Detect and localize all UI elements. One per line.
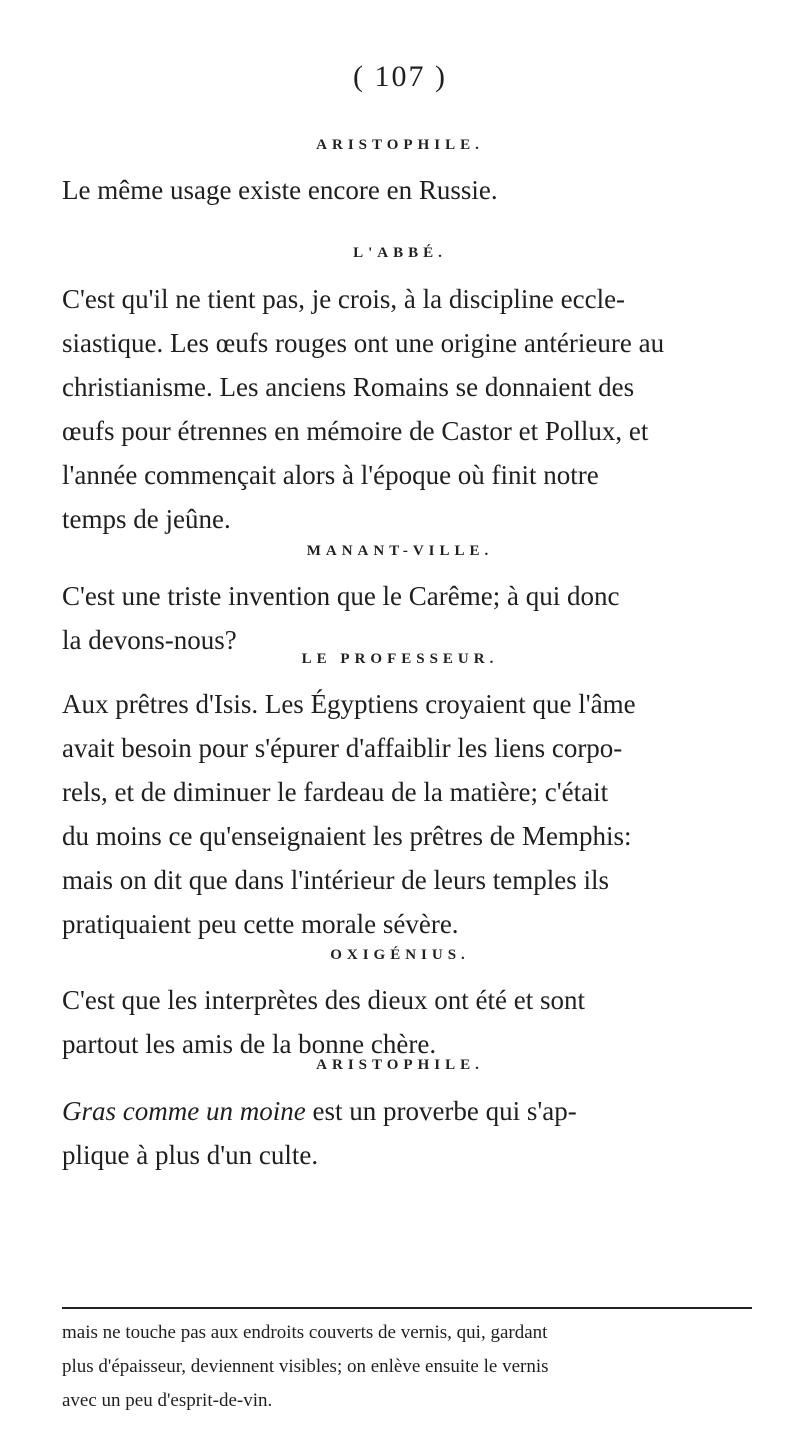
text-line: C'est que les interprètes des dieux ont été et sont — [62, 985, 585, 1015]
text-line: plique à plus d'un culte. — [62, 1140, 319, 1170]
speaker-abbe: L'ABBÉ. — [353, 245, 447, 261]
italic-proverb: Gras comme un moine — [62, 1096, 306, 1126]
dialogue-paragraph — [62, 978, 752, 1066]
footnote — [62, 1316, 752, 1418]
text-line: mais on dit que dans l'intérieur de leurs temples ils — [62, 865, 610, 895]
speaker-aristophile: ARISTOPHILE. — [316, 137, 484, 153]
text-line: rels, et de diminuer le fardeau de la matière; c'était — [62, 777, 609, 807]
text-line: l'année commençait alors à l'époque où finit notre — [62, 460, 599, 490]
speaker-aristophile: ARISTOPHILE. — [316, 1057, 484, 1073]
speaker-oxigenius: OXIGÉNIUS. — [330, 947, 470, 963]
dialogue-paragraph — [62, 168, 752, 212]
speaker-manant-ville: MANANT-VILLE. — [306, 543, 494, 559]
dialogue-paragraph — [62, 277, 752, 541]
page-number: ( 107 ) — [353, 60, 447, 93]
text-line: temps de jeûne. — [62, 504, 231, 534]
dialogue-paragraph — [62, 574, 752, 662]
text-line: œufs pour étrennes en mémoire de Castor et Pollux, et — [62, 416, 649, 446]
text-line: pratiquaient peu cette morale sévère. — [62, 909, 459, 939]
dialogue-paragraph — [62, 682, 752, 946]
text-line: siastique. Les œufs rouges ont une origine antérieure au — [62, 328, 665, 358]
text-line-italic-start — [62, 1089, 752, 1133]
text-line: la devons-nous? — [62, 625, 237, 655]
footnote-line: avec un peu d'esprit-de-vin. — [62, 1390, 273, 1411]
text-line: C'est une triste invention que le Carême; à qui donc — [62, 581, 620, 611]
footnote-line: plus d'épaisseur, deviennent visibles; on enlève ensuite le vernis — [62, 1356, 549, 1377]
text-line-rest: est un proverbe qui s'ap- — [305, 1096, 577, 1126]
text-line: C'est qu'il ne tient pas, je crois, à la discipline eccle- — [62, 284, 626, 314]
text-line: partout les amis de la bonne chère. — [62, 1029, 437, 1059]
footnote-divider — [62, 1307, 752, 1309]
text-line: avait besoin pour s'épurer d'affaiblir les liens corpo- — [62, 733, 623, 763]
speaker-professeur: LE PROFESSEUR. — [301, 651, 499, 667]
text-line: du moins ce qu'enseignaient les prêtres de Memphis: — [62, 821, 632, 851]
text-line: Aux prêtres d'Isis. Les Égyptiens croyaient que l'âme — [62, 689, 636, 719]
text-line: Le même usage existe encore en Russie. — [62, 175, 498, 205]
dialogue-paragraph — [62, 1089, 752, 1177]
text-line: christianisme. Les anciens Romains se donnaient des — [62, 372, 635, 402]
footnote-line: mais ne touche pas aux endroits couverts de vernis, qui, gardant — [62, 1322, 548, 1343]
